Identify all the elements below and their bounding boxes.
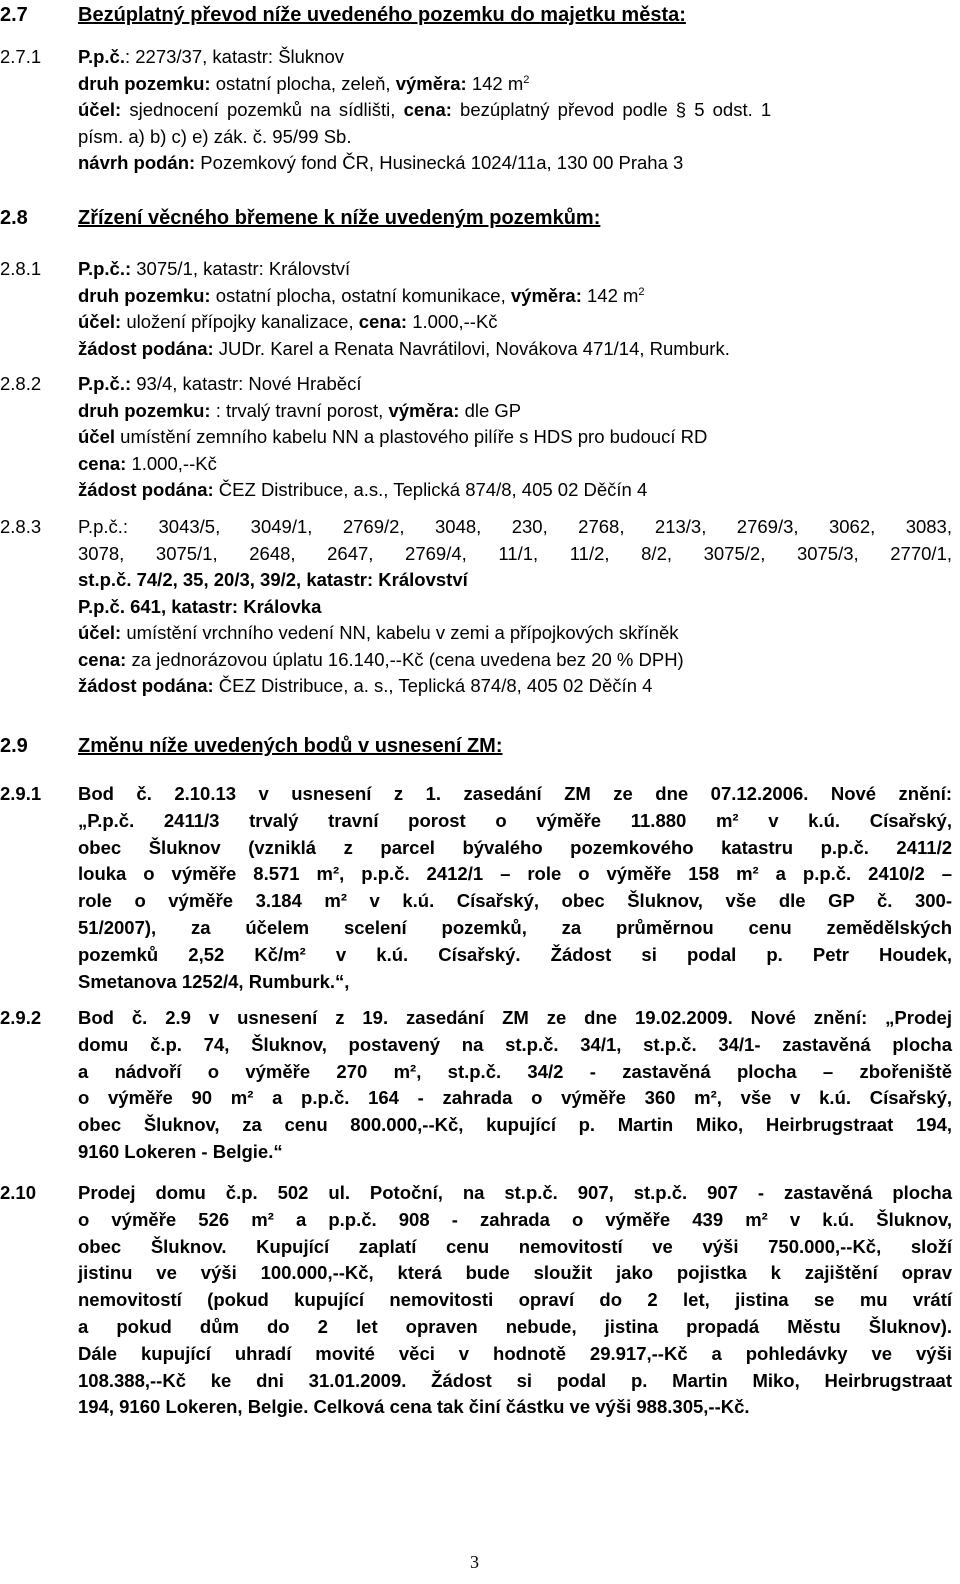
text-line: 51/2007), za účelem scelení pozemků, za průměrnou cenu zemědělských (78, 916, 952, 938)
value: dle GP (459, 399, 522, 421)
superscript: 2 (638, 285, 645, 298)
text-line: 108.388,--Kč ke dni 31.01.2009. Žádost si podal p. Martin Miko, Heirbrugstraat (78, 1369, 952, 1391)
value: umístění vrchního vedení NN, kabelu v zemi a přípojkových skříněk (121, 622, 679, 643)
section-title: Zřízení věcného břemene k níže uvedeným pozemkům: (78, 207, 601, 229)
value: bezúplatný převod podle (451, 99, 676, 120)
value: 93/4, katastr: Nové Hraběcí (131, 373, 362, 394)
label: výměra: (510, 284, 582, 306)
text-line: louka o výměře 8.571 m², p.p.č. 2412/1 – role o výměře 158 m² a p.p.č. 2410/2 – (78, 863, 952, 885)
value: : trvalý travní porost, (210, 399, 389, 421)
section-number: 2.8 (0, 207, 28, 229)
label: druh pozemku: (78, 399, 211, 421)
section-title: Změnu níže uvedených bodů v usnesení ZM: (78, 735, 503, 757)
section-number: 2.7 (0, 4, 28, 26)
value: 3075/1, katastr: Království (131, 258, 351, 279)
label: P.p.č.: (78, 373, 132, 394)
label: žádost podána: (78, 675, 214, 696)
value: 142 m (466, 72, 524, 94)
value: 1.000,--Kč (407, 311, 498, 332)
label: P.p.č.: (78, 258, 132, 279)
value: umístění zemního kabelu NN a plastového pilíře s HDS pro budoucí RD (115, 426, 708, 447)
value: : 2273/37, katastr: Šluknov (124, 46, 345, 67)
value: Pozemkový fond ČR, Husinecká 1024/11a, 130 00 Praha 3 (195, 152, 684, 173)
item-number: 2.9.2 (0, 1007, 42, 1028)
text-line: domu č.p. 74, Šluknov, postavený na st.p.č. 34/1, st.p.č. 34/1- zastavěná plocha (78, 1033, 952, 1055)
item-number: 2.7.1 (0, 46, 42, 67)
label: výměra: (388, 399, 460, 421)
text-line: o výměře 90 m² a p.p.č. 164 - zahrada o výměře 360 m², vše v k.ú. Císařský, (78, 1087, 952, 1109)
paragraph-symbol: § (675, 99, 687, 120)
item-number: 2.10 (0, 1182, 37, 1203)
label: cena: (78, 452, 127, 474)
label: druh pozemku: (78, 284, 211, 306)
label: návrh podán: (78, 152, 196, 173)
label: účel (78, 426, 116, 447)
section-number: 2.9 (0, 735, 28, 757)
value: uložení přípojky kanalizace, (121, 311, 359, 332)
label: cena: (78, 648, 127, 670)
text-line: pozemků 2,52 Kč/m² v k.ú. Císařský. Žádost si podal p. Petr Houdek, (78, 943, 952, 965)
label: P.p.č. (78, 46, 125, 67)
superscript: 2 (523, 73, 530, 86)
text-line: písm. a) b) c) e) zák. č. 95/99 Sb. (78, 125, 352, 147)
value: sjednocení pozemků na sídlišti, (121, 99, 404, 120)
page-number: 3 (470, 1552, 479, 1572)
text-line: 194, 9160 Lokeren, Belgie. Celková cena tak činí částku ve výši 988.305,--Kč. (78, 1396, 750, 1418)
text-line: a pokud dům do 2 let opraven nebude, jistina propadá Městu Šluknov). (78, 1315, 952, 1337)
text-line: 9160 Lokeren - Belgie.“ (78, 1140, 283, 1162)
text-line: „P.p.č. 2411/3 trvalý travní porost o výměře 11.880 m² v k.ú. Císařský, (78, 809, 952, 831)
label: účel: (78, 99, 122, 120)
text-line: 3078, 3075/1, 2648, 2647, 2769/4, 11/1, 11/2, 8/2, 3075/2, 3075/3, 2770/1, (78, 542, 952, 564)
value: ostatní plocha, ostatní komunikace, (210, 284, 511, 306)
item-number: 2.9.1 (0, 783, 42, 804)
text-line: Prodej domu č.p. 502 ul. Potoční, na st.p.č. 907, st.p.č. 907 - zastavěná plocha (78, 1182, 952, 1203)
section-title: Bezúplatný převod níže uvedeného pozemku do majetku města: (78, 4, 686, 26)
text-line: obec Šluknov (vzniklá z parcel bývalého pozemkového katastru p.p.č. 2411/2 (78, 836, 952, 858)
label: cena: (358, 311, 408, 332)
text-line: P.p.č. 641, katastr: Královka (78, 595, 322, 617)
text-line: st.p.č. 74/2, 35, 20/3, 39/2, katastr: Království (78, 569, 468, 590)
text-line: a nádvoří o výměře 270 m², st.p.č. 34/2 - zastavěná plocha – zbořeniště (78, 1060, 952, 1082)
text-line: obec Šluknov, za cenu 800.000,--Kč, kupující p. Martin Miko, Heirbrugstraat 194, (78, 1114, 952, 1136)
text-line: P.p.č.: 3043/5, 3049/1, 2769/2, 3048, 230, 2768, 213/3, 2769/3, 3062, 3083, (78, 516, 952, 537)
text-line: jistinu ve výši 100.000,--Kč, která bude sloužit jako pojistka k zajištění oprav (78, 1262, 952, 1284)
label: účel: (78, 622, 122, 643)
value: 1.000,--Kč (126, 452, 217, 474)
value: 142 m (581, 284, 639, 306)
text-line: Dále kupující uhradí movité věci v hodnotě 29.917,--Kč a pohledávky ve výši (78, 1342, 952, 1364)
item-number: 2.8.1 (0, 258, 42, 279)
label: účel: (78, 311, 122, 332)
text-line: Smetanova 1252/4, Rumburk.“, (78, 970, 350, 992)
text-line: obec Šluknov. Kupující zaplatí cenu nemovitostí ve výši 750.000,--Kč, složí (78, 1235, 952, 1257)
value: ČEZ Distribuce, a. s., Teplická 874/8, 405 02 Děčín 4 (213, 675, 653, 696)
text-line: Bod č. 2.10.13 v usnesení z 1. zasedání ZM ze dne 07.12.2006. Nové znění: (78, 783, 952, 804)
value: ostatní plocha, zeleň, (210, 72, 396, 94)
value: za jednorázovou úplatu 16.140,--Kč (cena uvedena bez 20 % DPH) (126, 648, 684, 670)
item-number: 2.8.2 (0, 373, 42, 394)
label: výměra: (395, 72, 467, 94)
text-line: Bod č. 2.9 v usnesení z 19. zasedání ZM ze dne 19.02.2009. Nové znění: „Prodej (78, 1007, 952, 1028)
label: žádost podána: (78, 479, 214, 500)
item-number: 2.8.3 (0, 516, 42, 537)
value: JUDr. Karel a Renata Navrátilovi, Novákova 471/14, Rumburk. (213, 337, 730, 359)
text-line: nemovitostí (pokud kupující nemovitosti opraví do 2 let, jistina se mu vrátí (78, 1289, 952, 1311)
label: žádost podána: (78, 337, 214, 359)
label: druh pozemku: (78, 72, 211, 94)
label: cena: (403, 99, 452, 120)
value: ČEZ Distribuce, a.s., Teplická 874/8, 405 02 Děčín 4 (213, 479, 648, 500)
value: 5 odst. 1 (686, 99, 772, 120)
text-line: role o výměře 3.184 m² v k.ú. Císařský, obec Šluknov, vše dle GP č. 300- (78, 890, 952, 912)
text-line: o výměře 526 m² a p.p.č. 908 - zahrada o výměře 439 m² v k.ú. Šluknov, (78, 1208, 952, 1230)
